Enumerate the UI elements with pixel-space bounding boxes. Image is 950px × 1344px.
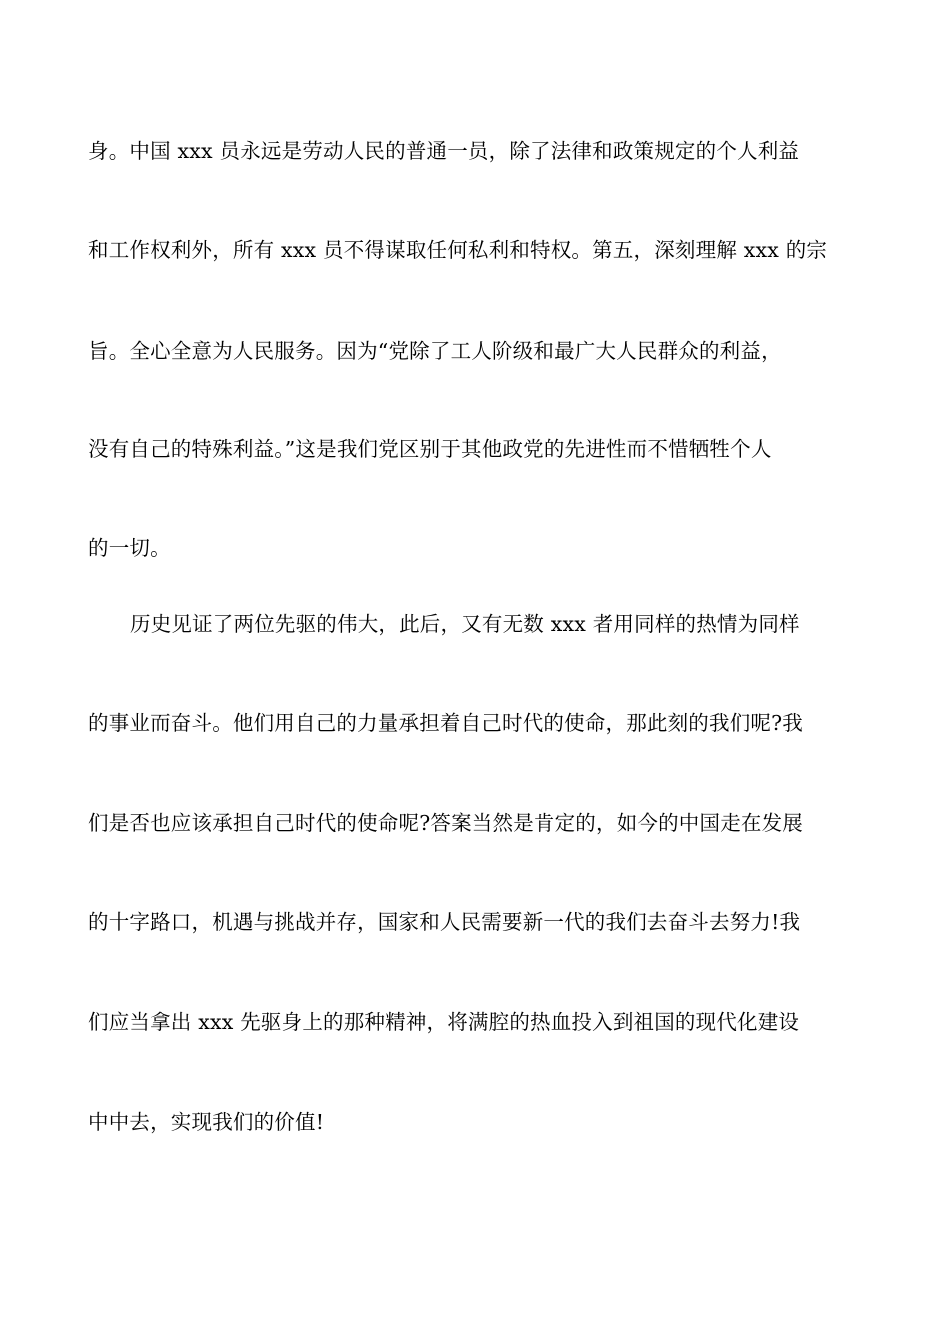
text-line: 的十字路口，机遇与挑战并存，国家和人民需要新一代的我们去奋斗去努力!我	[88, 910, 801, 934]
text-line: 的一切。	[88, 536, 171, 560]
text-line: 没有自己的特殊利益。”这是我们党区别于其他政党的先进性而不惜牺牲个人	[88, 437, 772, 461]
paragraph-first-line: 历史见证了两位先驱的伟大，此后，又有无数 xxx 者用同样的热情为同样	[130, 612, 800, 636]
text-line: 们是否也应该承担自己时代的使命呢?答案当然是肯定的，如今的中国走在发展	[88, 811, 803, 835]
text-line: 的事业而奋斗。他们用自己的力量承担着自己时代的使命，那此刻的我们呢?我	[88, 711, 803, 735]
text-line: 旨。全心全意为人民服务。因为“党除了工人阶级和最广大人民群众的利益，	[88, 339, 782, 363]
text-line: 和工作权利外，所有 xxx 员不得谋取任何私利和特权。第五，深刻理解 xxx 的宗	[88, 238, 828, 262]
text-line: 身。中国 xxx 员永远是劳动人民的普通一员，除了法律和政策规定的个人利益	[88, 139, 800, 163]
text-line: 们应当拿出 xxx 先驱身上的那种精神，将满腔的热血投入到祖国的现代化建设	[88, 1010, 800, 1034]
text-line: 中中去，实现我们的价值!	[88, 1110, 325, 1134]
